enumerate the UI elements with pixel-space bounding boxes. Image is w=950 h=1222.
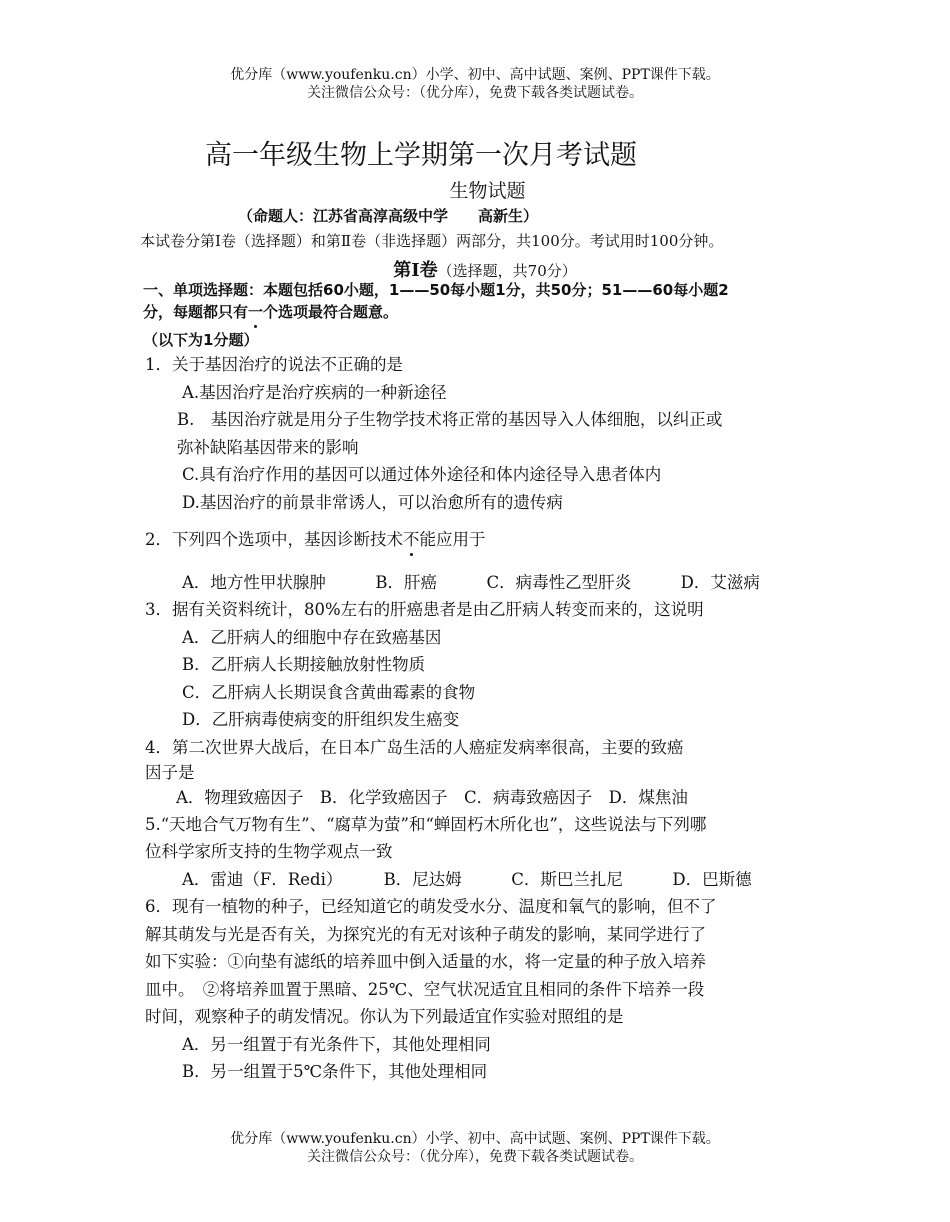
question-6-option-a: A．另一组置于有光条件下，其他处理相同 bbox=[182, 1035, 491, 1054]
section-instructions-line-1: 一、单项选择题：本题包括60小题，1——50每小题1分，共50分；51——60每小题2 bbox=[143, 281, 729, 299]
question-5-stem-cont: 位科学家所支持的生物学观点一致 bbox=[145, 842, 393, 861]
question-3-option-b: B．乙肝病人长期接触放射性物质 bbox=[182, 655, 426, 674]
question-6-line-1: 6．现有一植物的种子，已经知道它的萌发受水分、温度和氧气的影响，但不了 bbox=[145, 897, 717, 916]
section-instructions-line-2 bbox=[143, 301, 398, 322]
question-3-stem: 3．据有关资料统计，80%左右的肝癌患者是由乙肝病人转变而来的，这说明 bbox=[145, 600, 704, 619]
question-6-line-2: 解其萌发与光是否有关，为探究光的有无对该种子萌发的影响，某同学进行了 bbox=[145, 925, 706, 944]
header-line-1: 优分库（www.youfenku.cn）小学、初中、高中试题、案例、PPT课件下载。 bbox=[230, 67, 720, 83]
question-1-option-a: A.基因治疗是治疗疾病的一种新途径 bbox=[182, 383, 447, 402]
question-5-stem: 5.“天地合气万物有生”、“腐草为萤”和“蝉固朽木所化也”，这些说法与下列哪 bbox=[145, 815, 707, 834]
question-2-stem-post: 能应用于 bbox=[419, 530, 486, 549]
question-2-stem bbox=[145, 526, 486, 550]
question-5-options: A．雷迪（F．Redi） B．尼达姆 C．斯巴兰扎尼 D．巴斯德 bbox=[182, 870, 752, 889]
section-text-post: 个选项最符合题意。 bbox=[263, 303, 399, 321]
exam-title: 高一年级生物上学期第一次月考试题 bbox=[205, 140, 637, 171]
header-line-2: 关注微信公众号：（优分库），免费下载各类试题试卷。 bbox=[307, 85, 643, 101]
question-6-line-3: 如下实验：①向垫有滤纸的培养皿中倒入适量的水，将一定量的种子放入培养 bbox=[145, 952, 706, 971]
question-4-options: A．物理致癌因子 B．化学致癌因子 C．病毒致癌因子 D．煤焦油 bbox=[176, 788, 688, 807]
question-6-line-4: 皿中。 ②将培养皿置于黑暗、25℃、空气状况适宜且相同的条件下培养一段 bbox=[145, 980, 705, 999]
question-3-option-a: A．乙肝病人的细胞中存在致癌基因 bbox=[182, 628, 442, 647]
exam-subtitle: 生物试题 bbox=[449, 180, 526, 202]
question-1-stem: 1．关于基因治疗的说法不正确的是 bbox=[145, 355, 403, 374]
emphasized-char: 不 bbox=[403, 530, 420, 549]
part-one-title: 第Ⅰ卷 bbox=[393, 260, 438, 281]
question-1-option-c: C.具有治疗作用的基因可以通过体外途径和体内途径导入患者体内 bbox=[182, 465, 662, 484]
question-6-line-5: 时间，观察种子的萌发情况。你认为下列最适宜作实验对照组的是 bbox=[145, 1007, 624, 1026]
question-1-option-b: B. 基因治疗就是用分子生物学技术将正常的基因导入人体细胞，以纠正或 bbox=[177, 410, 723, 429]
page-header bbox=[0, 66, 950, 102]
intro-text: 本试卷分第Ⅰ卷（选择题）和第Ⅱ卷（非选择题）两部分，共100分。考试用时100分钟。 bbox=[140, 232, 724, 250]
question-4-stem: 4．第二次世界大战后，在日本广岛生活的人癌症发病率很高，主要的致癌 bbox=[145, 738, 684, 757]
section-sub-heading: （以下为1分题） bbox=[143, 331, 259, 349]
question-2-options: A．地方性甲状腺肿 B．肝癌 C．病毒性乙型肝炎 D．艾滋病 bbox=[182, 573, 760, 592]
question-4-stem-cont: 因子是 bbox=[145, 763, 195, 782]
page-footer bbox=[0, 1130, 950, 1166]
question-1-option-b-cont: 弥补缺陷基因带来的影响 bbox=[177, 438, 359, 457]
section-text-pre: 分，每题都只有 bbox=[143, 303, 249, 321]
question-2-stem-pre: 2．下列四个选项中，基因诊断技术 bbox=[145, 530, 403, 549]
question-6-option-b: B．另一组置于5℃条件下，其他处理相同 bbox=[182, 1062, 488, 1081]
footer-line-2: 关注微信公众号：（优分库），免费下载各类试题试卷。 bbox=[307, 1149, 643, 1165]
question-3-option-c: C．乙肝病人长期误食含黄曲霉素的食物 bbox=[182, 683, 476, 702]
question-1-option-d: D.基因治疗的前景非常诱人，可以治愈所有的遗传病 bbox=[182, 493, 563, 512]
author-line: （命题人：江苏省高淳高级中学 高新生） bbox=[238, 207, 539, 225]
footer-line-1: 优分库（www.youfenku.cn）小学、初中、高中试题、案例、PPT课件下载。 bbox=[230, 1131, 720, 1147]
part-one-note: （选择题，共70分） bbox=[437, 262, 577, 280]
emphasized-char: 一 bbox=[248, 303, 264, 321]
question-3-option-d: D．乙肝病毒使病变的肝组织发生癌变 bbox=[182, 710, 460, 729]
